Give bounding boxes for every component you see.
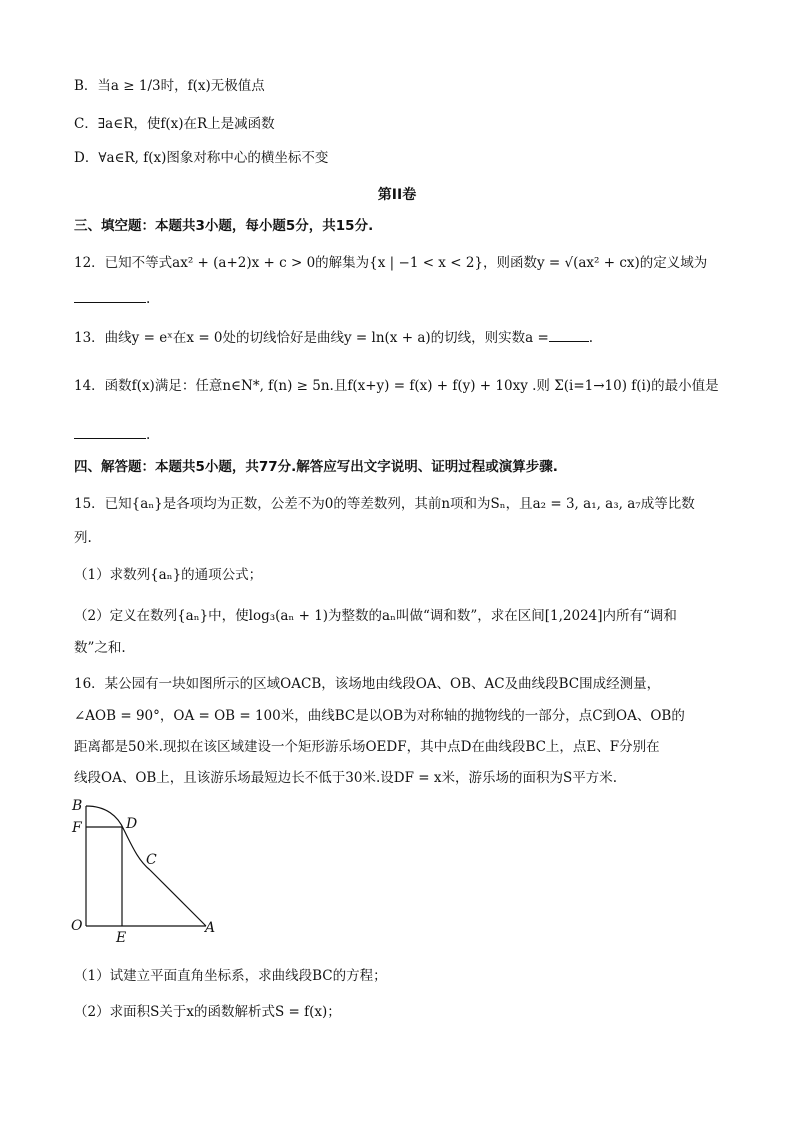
section4-heading: 四、解答题：本题共5小题，共77分.解答应写出文字说明、证明过程或演算步骤. — [74, 459, 558, 475]
q16-part1: （1）试建立平面直角坐标系，求曲线段BC的方程； — [74, 968, 387, 984]
segment-ca — [150, 870, 206, 926]
region-figure — [66, 794, 226, 944]
option-b: B．当a ≥ 1/3时，f(x)无极值点 — [74, 78, 265, 94]
q15-line2: 列. — [74, 530, 92, 546]
q14-text: 14．函数f(x)满足：任意n∈N*, f(n) ≥ 5n.且f(x+y) = f(x) + f(y) + 10xy .则 Σ(i=1→10) f(i)的最小值是 — [74, 378, 719, 394]
q13-text: 13．曲线y = eˣ在x = 0处的切线恰好是曲线y = ln(x + a)的切线，则实数a = . — [74, 330, 594, 346]
option-c: C．∃a∈R，使f(x)在R上是减函数 — [74, 116, 275, 132]
label-d: D — [126, 816, 138, 832]
option-d: D．∀a∈R, f(x)图象对称中心的横坐标不变 — [74, 150, 329, 166]
q16-line1: 16．某公园有一块如图所示的区域OACB，该场地由线段OA、OB、AC及曲线段BC围成经测量， — [74, 676, 661, 692]
label-b: B — [72, 798, 83, 814]
q16-line2: ∠AOB = 90°，OA = OB = 100米，曲线BC是以OB为对称轴的抛物线的一部分，点C到OA、OB的 — [74, 708, 685, 724]
answer-blank[interactable] — [549, 329, 589, 342]
q15-part1: （1）求数列{aₙ}的通项公式； — [74, 567, 263, 583]
label-c: C — [146, 852, 157, 868]
q16-line3: 距离都是50米.现拟在该区域建设一个矩形游乐场OEDF，其中点D在曲线段BC上，点E、F分别在 — [74, 739, 660, 755]
section3-heading: 三、填空题：本题共3小题，每小题5分，共15分. — [74, 218, 374, 234]
part-title: 第II卷 — [377, 187, 417, 203]
curve-bc — [86, 806, 150, 870]
label-e: E — [116, 930, 127, 944]
q15-part2-line2: 数”之和. — [74, 640, 126, 656]
q15-line1: 15．已知{aₙ}是各项均为正数，公差不为0的等差数列，其前n项和为Sₙ，且a₂ = 3, a₁, a₃, a₇成等比数 — [74, 496, 695, 512]
q12-answer-line: . — [74, 290, 150, 307]
q16-part2: （2）求面积S关于x的函数解析式S = f(x)； — [74, 1004, 341, 1020]
q16-line4: 线段OA、OB上，且该游乐场最短边长不低于30米.设DF = x米，游乐场的面积为S平方米. — [74, 770, 618, 786]
q12-text: 12．已知不等式ax² + (a+2)x + c > 0的解集为{x | −1 < x < 2}，则函数y = √(ax² + cx)的定义域为 — [74, 255, 708, 271]
label-f: F — [72, 820, 82, 836]
answer-blank[interactable] — [74, 426, 146, 439]
label-o: O — [71, 918, 83, 934]
label-a: A — [205, 920, 216, 936]
answer-blank[interactable] — [74, 290, 146, 303]
q14-answer-line: . — [74, 426, 150, 443]
q15-part2-line1: （2）定义在数列{aₙ}中，使log₃(aₙ + 1)为整数的aₙ叫做“调和数”，求在区间[1,2024]内所有“调和 — [74, 608, 677, 624]
